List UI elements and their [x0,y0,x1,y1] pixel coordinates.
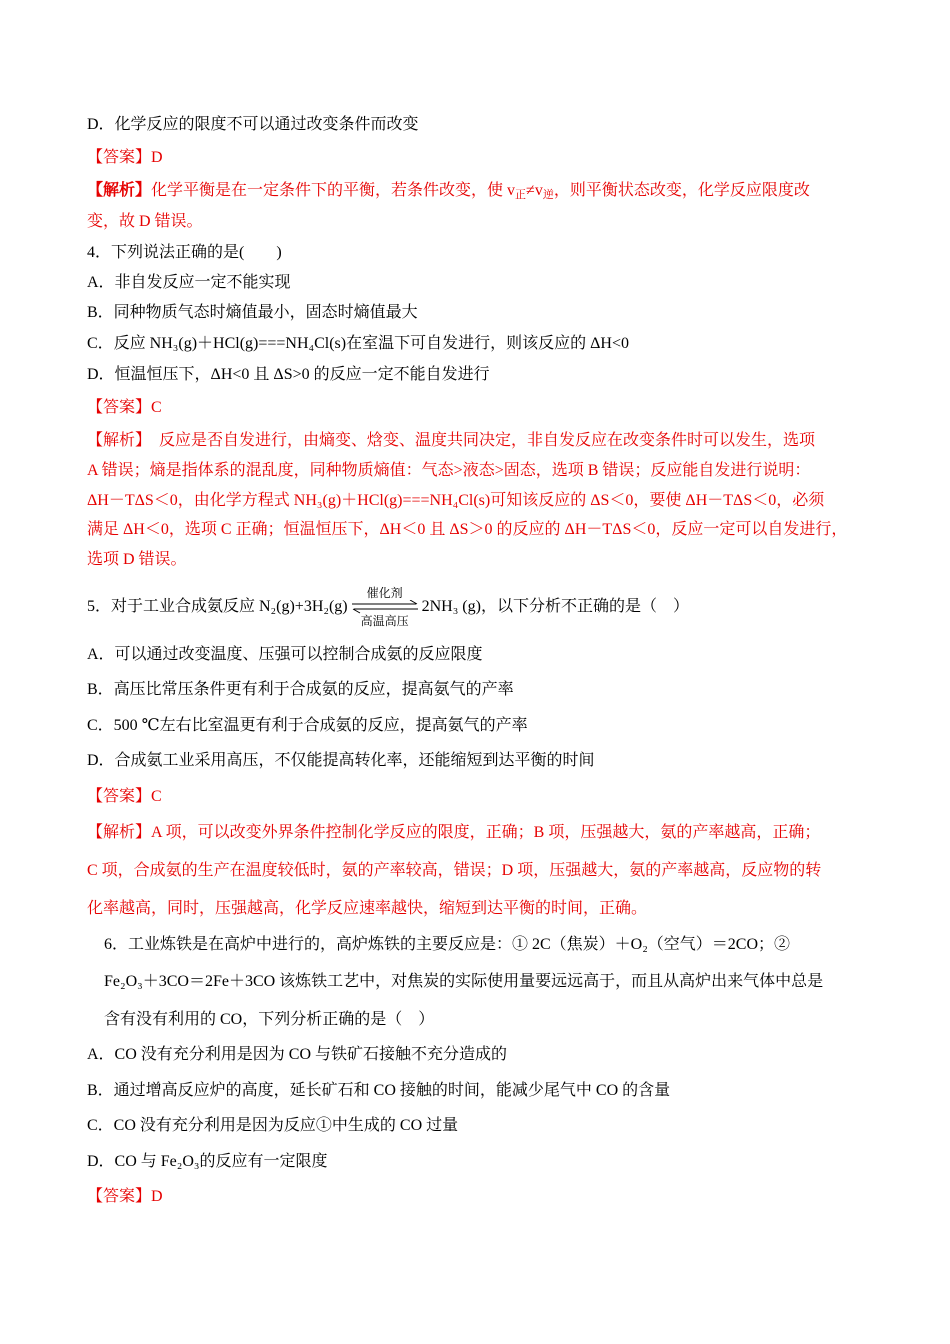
q6-stem-line2: Fe₂O₃＋3CO＝2Fe＋3CO 该炼铁工艺中，对焦炭的实际使用量要远远高于，而且从高炉出来气体中总是 [104,973,824,990]
q6-option-a: A．CO 没有充分利用是因为 CO 与铁矿石接触不充分造成的 [87,1046,508,1063]
q4-option-b: B．同种物质气态时熵值最小，固态时熵值最大 [87,304,418,321]
subscript-reverse: 逆 [542,189,554,201]
q4-explanation-line4: 满足 ΔH＜0，选项 C 正确；恒温恒压下，ΔH＜0 且 ΔS＞0 的反应的 ΔH－TΔS＜0，反应一定可以自发进行， [87,521,848,538]
explanation-text: ，则平衡状态改变，化学反应限度改 [553,182,810,199]
q5-stem-text-end: 2NH₃ (g)，以下分析不正确的是（ ） [421,598,689,615]
q6-option-b: B．通过增高反应炉的高度，延长矿石和 CO 接触的时间，能减少尾气中 CO 的含量 [87,1082,671,1099]
q3-explanation-line2: 变，故 D 错误。 [87,213,203,230]
q6-option-c: C．CO 没有充分利用是因为反应①中生成的 CO 过量 [87,1117,459,1134]
q5-stem [87,586,880,629]
q4-option-c: C．反应 NH₃(g)＋HCl(g)===NH₄Cl(s)在室温下可自发进行，则该反应的 ΔH<0 [87,335,629,352]
q5-option-d: D．合成氨工业采用高压，不仅能提高转化率，还能缩短到达平衡的时间 [87,752,595,769]
q5-option-a: A．可以通过改变温度、压强可以控制合成氨的反应限度 [87,646,483,663]
subscript-forward: 正 [515,189,527,201]
q5-explanation-line2: C 项，合成氨的生产在温度较低时，氨的产率较高，错误；D 项，压强越大，氨的产率越高，反应物的转 [87,862,822,879]
explanation-label: 【解析】 [87,182,152,199]
q3-option-d: D．化学反应的限度不可以通过改变条件而改变 [87,116,419,133]
q4-explanation-line1: 【解析】 反应是否自发进行，由熵变、焓变、温度共同决定，非自发反应在改变条件时可以发生，选项 [87,432,816,449]
q3-answer: 【答案】D [87,149,163,166]
conditions-label: 高温高压 [360,614,409,629]
q6-answer: 【答案】D [87,1188,163,1205]
q5-explanation-line1: 【解析】A 项，可以改变外界条件控制化学反应的限度，正确；B 项，压强越大，氨的产率越高，正确； [87,824,821,841]
q4-stem: 4．下列说法正确的是( ) [87,244,282,261]
q4-explanation-line3: ΔH－TΔS＜0，由化学方程式 NH₃(g)＋HCl(g)===NH₄Cl(s)可知该反应的 ΔS＜0，要使 ΔH－TΔS＜0，必须 [87,492,825,509]
catalyst-label: 催化剂 [366,586,403,601]
q5-answer: 【答案】C [87,788,162,805]
q4-option-d: D．恒温恒压下，ΔH<0 且 ΔS>0 的反应一定不能自发进行 [87,366,490,383]
q5-explanation-line3: 化率越高，同时，压强越高，化学反应速率越快，缩短到达平衡的时间，正确。 [87,900,648,917]
explanation-text: 化学平衡是在一定条件下的平衡，若条件改变，使 v [151,182,516,199]
q4-option-a: A．非自发反应一定不能实现 [87,274,291,291]
q4-answer: 【答案】C [87,399,162,416]
q6-stem-line3: 含有没有利用的 CO，下列分析正确的是（ ） [104,1011,435,1028]
explanation-text: ≠v [526,182,543,199]
q6-stem-line1: 6．工业炼铁是在高炉中进行的，高炉炼铁的主要反应是：① 2C（焦炭）＋O₂（空气）＝2CO；② [104,936,791,953]
q5-stem-text: 5．对于工业合成氨反应 N₂(g)+3H₂(g) [87,598,348,615]
q4-explanation-line5: 选项 D 错误。 [87,551,187,568]
reversible-arrow [350,586,420,629]
q4-explanation-line2: A 错误；熵是指体系的混乱度，同种物质熵值：气态>液态>固态，选项 B 错误；反应能自发进行说明： [87,462,811,479]
q3-explanation-line1 [87,180,880,202]
q6-option-d: D．CO 与 Fe₂O₃的反应有一定限度 [87,1153,328,1170]
q5-option-c: C．500 ℃左右比室温更有利于合成氨的反应，提高氨气的产率 [87,717,528,734]
q5-option-b: B．高压比常压条件更有利于合成氨的反应，提高氨气的产率 [87,681,514,698]
